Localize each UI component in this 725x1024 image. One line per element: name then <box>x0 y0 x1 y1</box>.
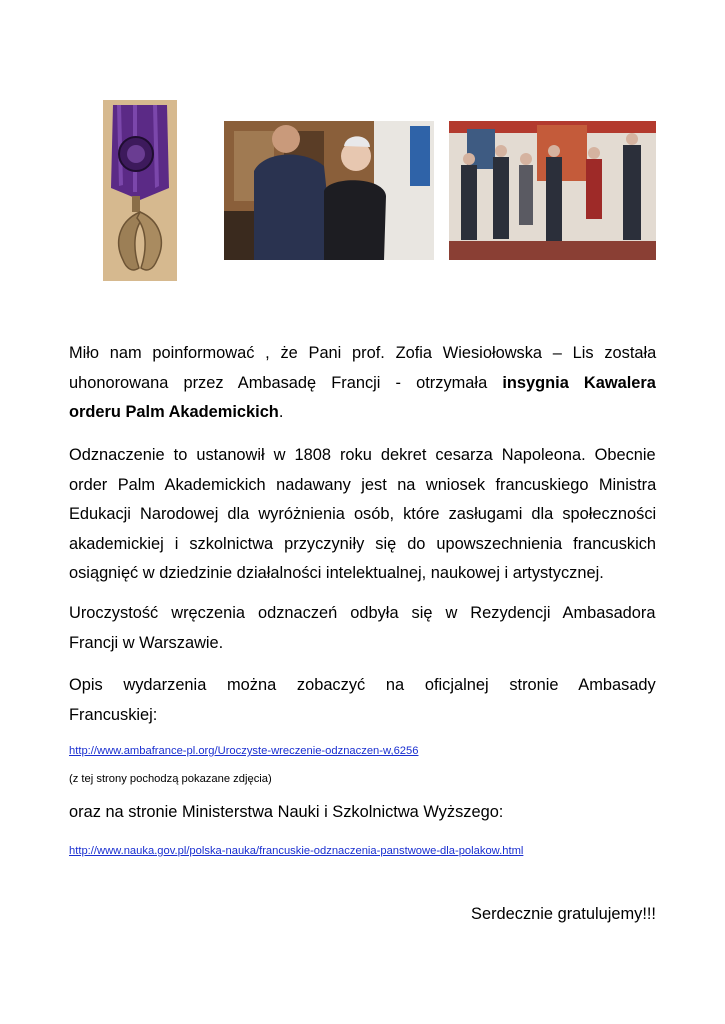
award-name-part1: insygnia Kawalera <box>502 373 656 392</box>
photo-source-note: (z tej strony pochodzą pokazane zdjęcia) <box>69 773 272 785</box>
intro-line-1: Miło nam poinformować , że Pani prof. Zofia Wiesiołowska – Lis została <box>69 344 657 362</box>
embassy-link[interactable]: http://www.ambafrance-pl.org/Uroczyste-wreczenie-odznaczen-w,6256 <box>69 745 419 757</box>
history-paragraph <box>69 441 656 589</box>
ministry-link[interactable]: http://www.nauka.gov.pl/polska-nauka/francuskie-odznaczenia-panstwowe-dla-polakow.html <box>69 845 524 857</box>
medal-photo <box>103 100 177 281</box>
history-line-2: order Palm Akademickich nadawany jest na wniosek francuskiego Ministra <box>69 475 657 494</box>
award-name-part2: orderu Palm Akademickich <box>69 403 279 421</box>
intro-line-3 <box>69 398 656 428</box>
description-line-2: Francuskiej: <box>69 705 158 724</box>
history-line-3: Edukacji Narodowej dla wyróżnienia osób, które zasługami dla społeczności <box>69 505 657 523</box>
ministry-paragraph <box>69 798 656 828</box>
description-paragraph <box>69 671 656 730</box>
history-line-5: osiągnięć w dziedzinie działalności intelektualnej, naukowej i artystycznej. <box>69 564 604 582</box>
ceremony-line-2: Francji w Warszawie. <box>69 633 224 652</box>
description-line-1: Opis wydarzenia można zobaczyć na oficjalnej stronie Ambasady <box>69 676 656 694</box>
congratulations-text: Serdecznie gratulujemy!!! <box>471 905 656 923</box>
intro-line-2 <box>69 369 656 399</box>
history-line-1: Odznaczenie to ustanowił w 1808 roku dekret cesarza Napoleona. Obecnie <box>69 446 656 464</box>
intro-paragraph <box>69 339 656 428</box>
ceremony-line-1: Uroczystość wręczenia odznaczeń odbyła się w Rezydencji Ambasadora <box>69 604 656 622</box>
history-line-4: akademickiej i szkolnictwa przyczyniły się do upowszechnienia francuskich <box>69 534 657 553</box>
group-photo <box>449 121 656 260</box>
intro-line-3-period: . <box>278 403 284 421</box>
ministry-line: oraz na stronie Ministerstwa Nauki i Szkolnictwa Wyższego: <box>69 803 504 821</box>
intro-line-2-text: uhonorowana przez Ambasadę Francji - otrzymała <box>69 373 503 392</box>
ceremony-photo <box>224 121 434 260</box>
ceremony-paragraph <box>69 599 656 658</box>
